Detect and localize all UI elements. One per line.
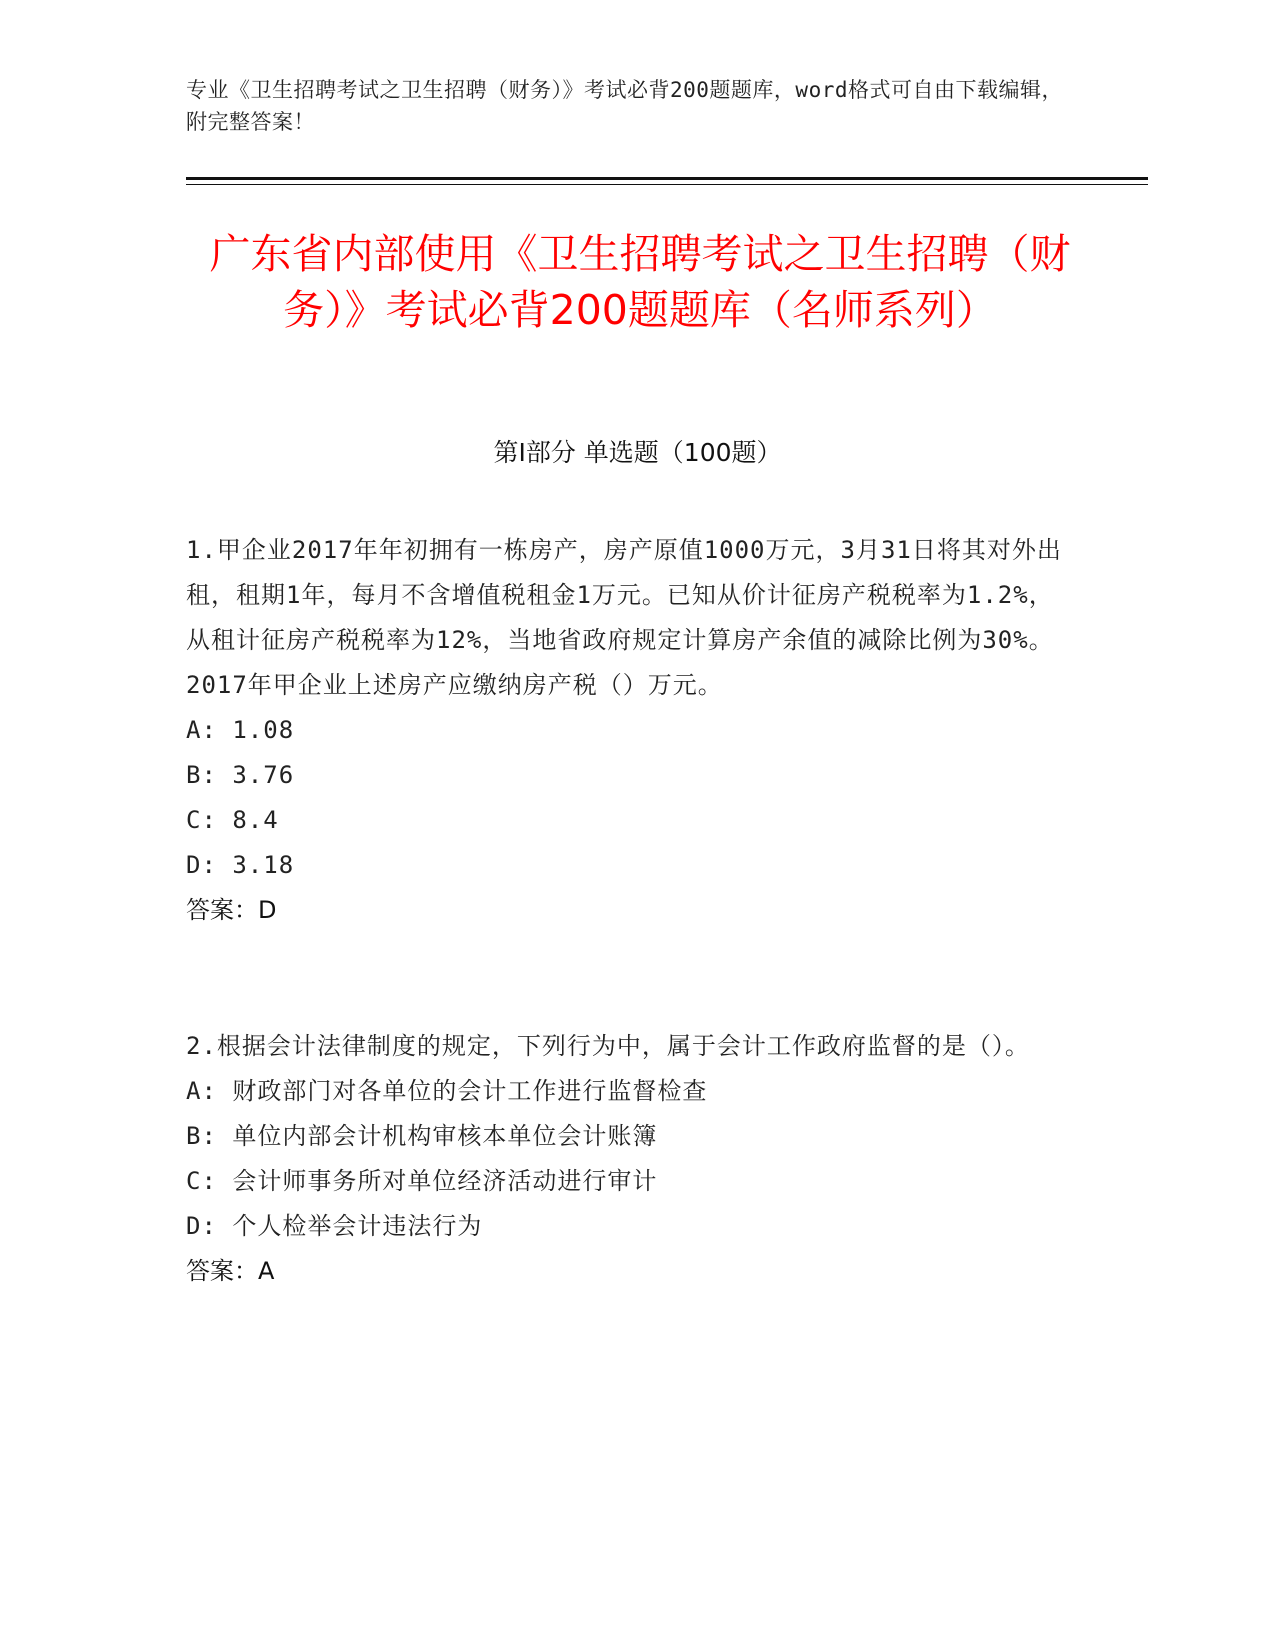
option-c: C: 8.4 — [186, 806, 279, 834]
header-divider-thick — [186, 177, 1148, 180]
option-b: B: 3.76 — [186, 761, 295, 789]
option-a: A: 1.08 — [186, 716, 295, 744]
answer: 答案：D — [186, 896, 277, 924]
question-1 — [186, 528, 1066, 933]
section-heading: 第Ⅰ部分 单选题（100题） — [493, 438, 782, 467]
answer: 答案：A — [186, 1257, 275, 1285]
option-d: D: 个人检举会计违法行为 — [186, 1212, 483, 1240]
option-a: A: 财政部门对各单位的会计工作进行监督检查 — [186, 1077, 708, 1105]
document-title: 广东省内部使用《卫生招聘考试之卫生招聘（财务）》考试必背200题题库（名师系列） — [209, 230, 1071, 334]
question-stem: 1.甲企业2017年年初拥有一栋房产，房产原值1000万元，3月31日将其对外出租，租期1年，每月不含增值税租金1万元。已知从价计征房产税税率为1.2%，从租计征房产税税率为12%，当地省政府规定计算房产余值的减除比例为30%。2017年甲企业上述房产应缴纳房产税（）万元。 — [186, 536, 1062, 699]
option-c: C: 会计师事务所对单位经济活动进行审计 — [186, 1167, 658, 1195]
option-b: B: 单位内部会计机构审核本单位会计账簿 — [186, 1122, 658, 1150]
question-2 — [186, 1024, 1066, 1294]
header-note: 专业《卫生招聘考试之卫生招聘（财务）》考试必背200题题库，word格式可自由下载编辑，附完整答案！ — [186, 78, 1063, 134]
header-divider-thin — [186, 184, 1148, 185]
question-stem: 2.根据会计法律制度的规定，下列行为中，属于会计工作政府监督的是（）。 — [186, 1032, 1030, 1060]
option-d: D: 3.18 — [186, 851, 295, 879]
